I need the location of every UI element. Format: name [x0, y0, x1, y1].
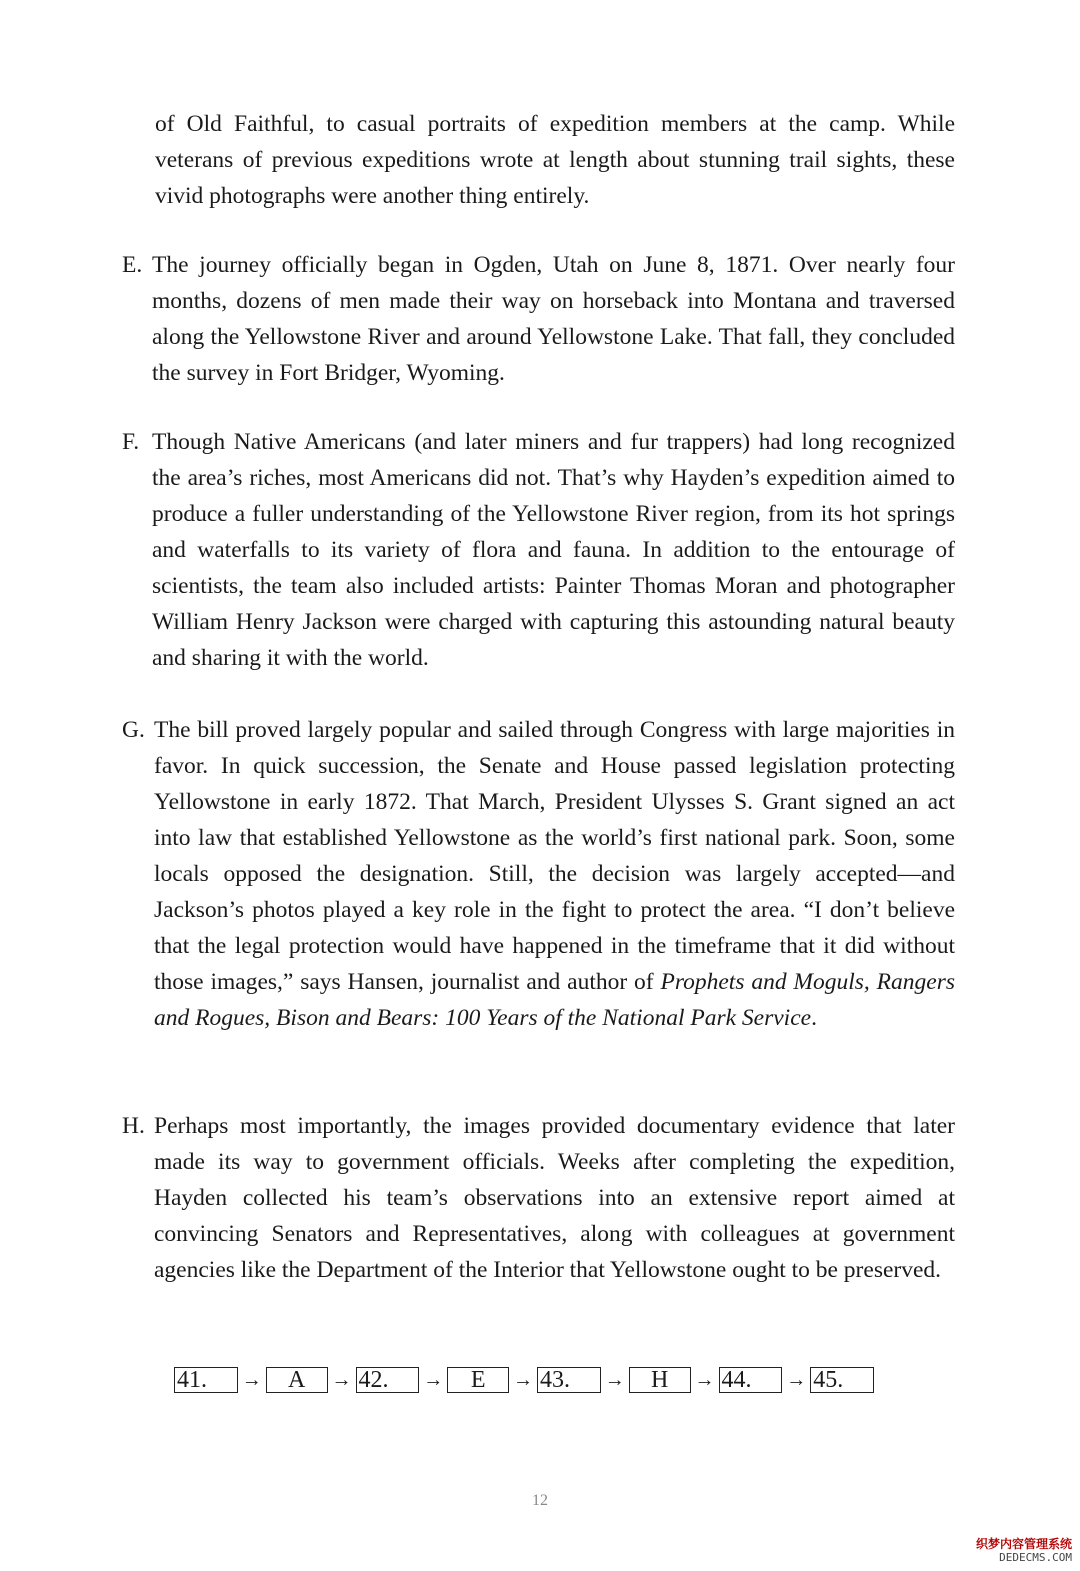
paragraph-text: The journey officially began in Ogden, Utah on June 8, 1871. Over nearly four months, dozens of men made their way on horseback into Montana and traversed along the Yellowstone River and around Yellowstone Lake. That fall, they concluded the survey in Fort Bridger, Wyoming.	[152, 252, 955, 386]
answer-blank-box[interactable]: 44.	[719, 1367, 783, 1393]
paragraph-end: .	[811, 1005, 817, 1031]
paragraph-letter: H.	[122, 1113, 145, 1139]
arrow-right-icon: →	[694, 1369, 715, 1391]
arrow-right-icon: →	[604, 1369, 625, 1391]
paragraph-d-continuation	[155, 106, 955, 214]
answer-blank-box[interactable]: 45.	[810, 1367, 874, 1393]
paragraph-letter: F.	[122, 429, 140, 455]
sequence-chain	[174, 1366, 874, 1394]
arrow-right-icon: →	[513, 1369, 534, 1391]
paragraph-text: Though Native Americans (and later miners and fur trappers) had long recognized the area’s riches, most Americans did not. That’s why Hayden’s expedition aimed to produce a fuller understanding of the Yellowstone River region, from its hot springs and waterfalls to its variety of flora and fauna. In addition to the entourage of scientists, the team also included artists: Painter Thomas Moran and photographer William Henry Jackson were charged with capturing this astounding natural beauty and sharing it with the world.	[152, 429, 955, 671]
paragraph-letter: G.	[122, 717, 145, 743]
paragraph-f	[122, 424, 955, 676]
paragraph-g	[122, 712, 955, 1036]
paragraph-h	[122, 1108, 955, 1288]
book-title: Prophets and Moguls, Rangers and Rogues, Bison and Bears: 100 Years of the National Park Service	[154, 969, 955, 1031]
paragraph-text: Perhaps most importantly, the images provided documentary evidence that later made its way to government officials. Weeks after completing the expedition, Hayden collected his team’s observations into an extensive report aimed at convincing Senators and Representatives, along with colleagues at government agencies like the Department of the Interior that Yellowstone ought to be preserved.	[154, 1113, 955, 1283]
given-answer-box: A	[266, 1367, 328, 1393]
arrow-right-icon: →	[786, 1369, 807, 1391]
watermark-line: DEDECMS.COM	[999, 1551, 1072, 1564]
answer-blank-box[interactable]: 42.	[356, 1367, 420, 1393]
arrow-right-icon: →	[241, 1369, 262, 1391]
paragraph-text: The bill proved largely popular and sailed through Congress with large majorities in favor. In quick succession, the Senate and House passed legislation protecting Yellowstone in early 1872. That March, President Ulysses S. Grant signed an act into law that established Yellowstone as the world’s first national park. Soon, some locals opposed the designation. Still, the decision was largely accepted—and Jackson’s photos played a key role in the fight to protect the area. “I don’t believe that the legal protection would have happened in the timeframe that it did without those images,” says Hansen, journalist and author of	[154, 717, 955, 995]
paragraph-letter: E.	[122, 252, 143, 278]
paragraph-text-wrapper	[122, 712, 955, 1036]
paragraph-e	[122, 247, 955, 391]
given-answer-box: H	[629, 1367, 691, 1393]
watermark	[976, 1537, 1072, 1565]
answer-blank-box[interactable]: 41.	[174, 1367, 238, 1393]
watermark-line: 织梦内容管理系统	[975, 1537, 1072, 1551]
paragraph-text: of Old Faithful, to casual portraits of expedition members at the camp. While veterans of previous expeditions wrote at length about stunning trail sights, these vivid photographs were another thing entirely.	[155, 111, 955, 209]
given-answer-box: E	[447, 1367, 509, 1393]
arrow-right-icon: →	[331, 1369, 352, 1391]
answer-blank-box[interactable]: 43.	[537, 1367, 601, 1393]
page-number: 12	[532, 1492, 548, 1509]
arrow-right-icon: →	[423, 1369, 444, 1391]
